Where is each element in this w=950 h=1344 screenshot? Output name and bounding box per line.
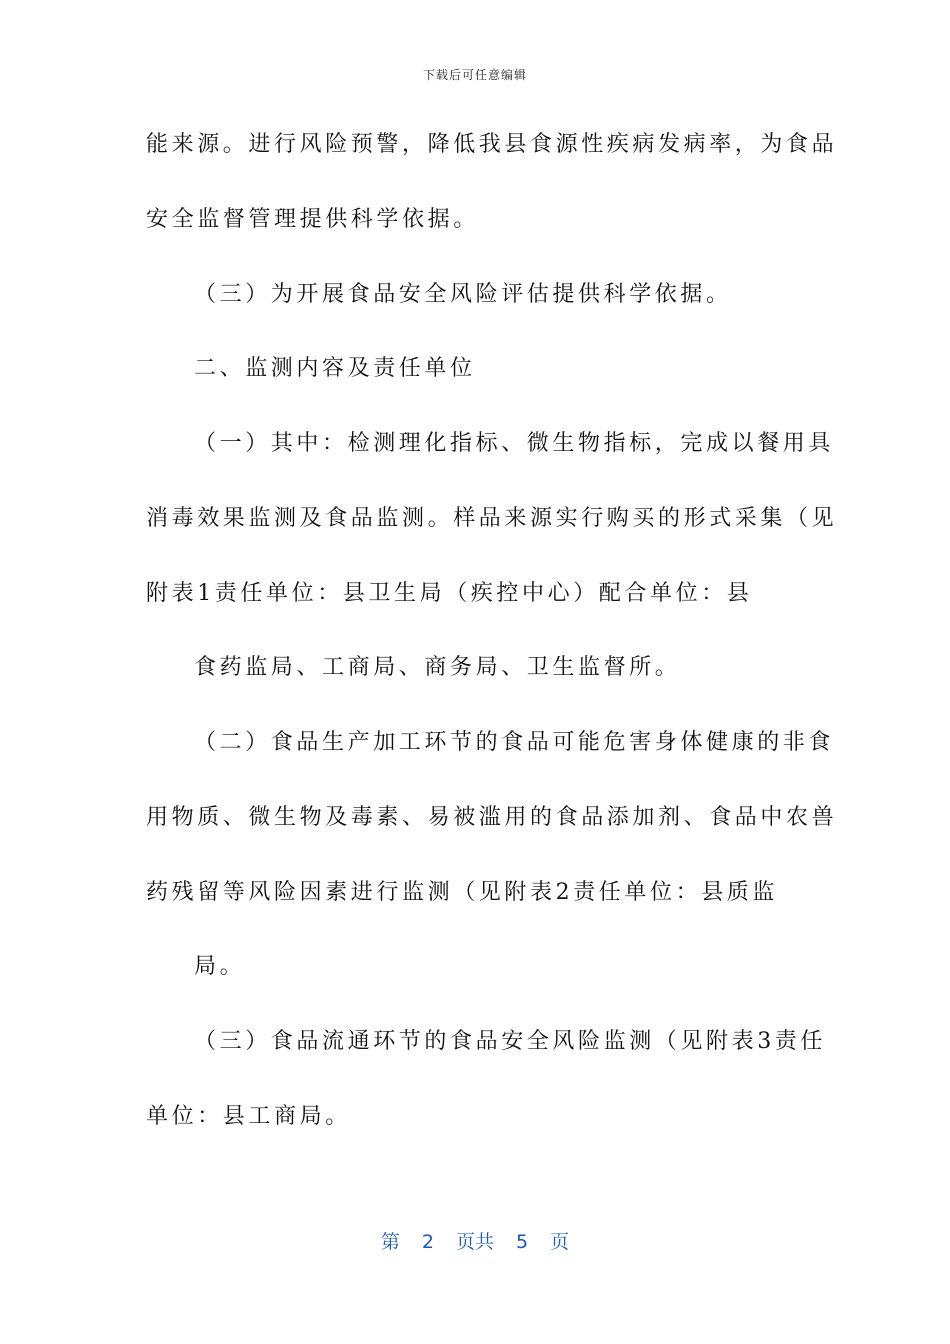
footer-total-pages: 5 [516, 1231, 529, 1253]
text-line: （一）其中：检测理化指标、微生物指标，完成以餐用具 [194, 431, 835, 456]
text-line: 局。 [194, 954, 246, 979]
footer-page-number: 2 [421, 1231, 434, 1253]
text-line: 安全监督管理提供科学依据。 [146, 207, 479, 232]
footer-suffix: 页 [550, 1231, 570, 1253]
text-line: 用物质、微生物及毒素、易被滥用的食品添加剂、食品中农兽 [146, 805, 838, 830]
text-line: 消毒效果监测及食品监测。样品来源实行购买的形式采集（见 [146, 506, 838, 531]
text-line: 能来源。进行风险预警，降低我县食源性疾病发病率，为食品 [146, 132, 838, 157]
page-footer [0, 1227, 950, 1254]
text-line: 附表1责任单位：县卫生局（疾控中心）配合单位：县 [146, 581, 753, 606]
footer-prefix: 第 [380, 1231, 400, 1253]
page-header: 下载后可任意编辑 [422, 68, 527, 82]
text-line: （三）为开展食品安全风险评估提供科学依据。 [194, 282, 732, 307]
footer-middle: 页共 [455, 1231, 494, 1253]
text-line: （二）食品生产加工环节的食品可能危害身体健康的非食 [194, 730, 835, 755]
text-line: 单位：县工商局。 [146, 1104, 351, 1129]
section-heading: 二、监测内容及责任单位 [194, 356, 476, 381]
text-line: 药残留等风险因素进行监测（见附表2责任单位：县质监 [146, 880, 778, 905]
text-line: 食药监局、工商局、商务局、卫生监督所。 [194, 655, 681, 680]
text-line: （三）食品流通环节的食品安全风险监测（见附表3责任 [194, 1029, 826, 1054]
